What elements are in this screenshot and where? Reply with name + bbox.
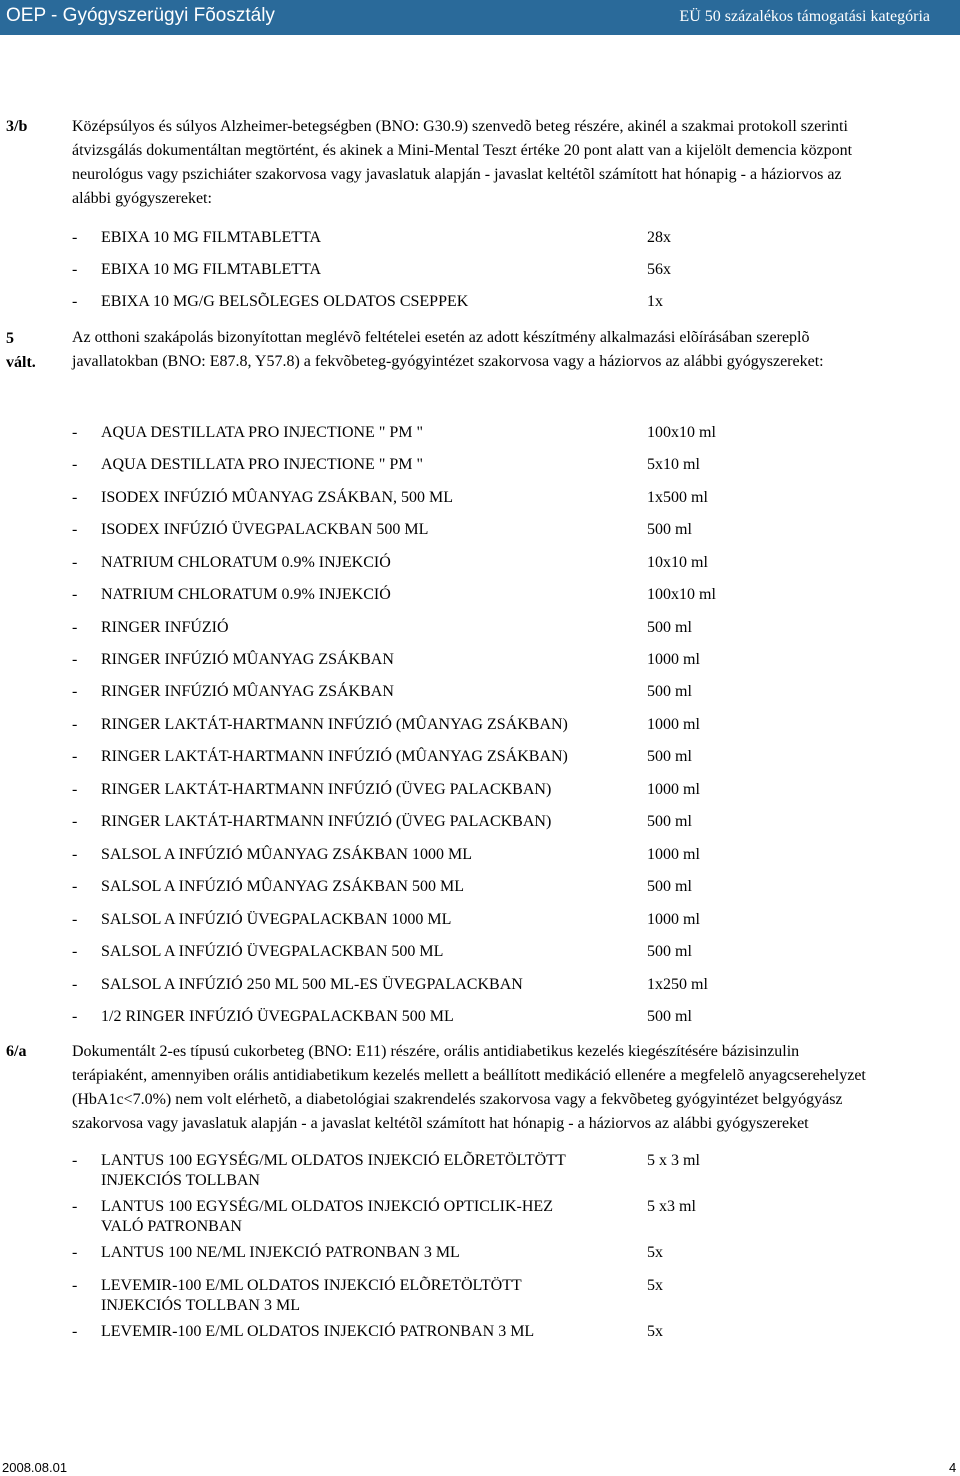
list-dash: - xyxy=(72,456,78,473)
drug-name: SALSOL A INFÚZIÓ ÜVEGPALACKBAN 500 ML xyxy=(101,943,444,960)
list-dash: - xyxy=(72,1152,78,1169)
drug-quantity: 1x500 ml xyxy=(647,489,708,506)
list-dash: - xyxy=(72,976,78,993)
drug-quantity: 1000 ml xyxy=(647,781,700,798)
drug-name: RINGER INFÚZIÓ MÛANYAG ZSÁKBAN xyxy=(101,683,394,700)
paragraph-line: átvizsgálás dokumentáltan megtörtént, és akinek a Mini-Mental Teszt értéke 20 pont alatt van a kijelölt demencia központ xyxy=(72,142,853,159)
drug-name-line2: VALÓ PATRONBAN xyxy=(101,1218,242,1235)
list-dash: - xyxy=(72,1008,78,1025)
section-label-3b: 3/b xyxy=(6,118,28,135)
drug-quantity: 28x xyxy=(647,229,671,246)
drug-name: ISODEX INFÚZIÓ ÜVEGPALACKBAN 500 ML xyxy=(101,521,429,538)
section-6a-paragraph xyxy=(72,1040,960,1136)
list-dash: - xyxy=(72,748,78,765)
drug-name: NATRIUM CHLORATUM 0.9% INJEKCIÓ xyxy=(101,554,391,571)
drug-quantity: 500 ml xyxy=(647,521,692,538)
drug-name: RINGER LAKTÁT-HARTMANN INFÚZIÓ (ÜVEG PALACKBAN) xyxy=(101,781,552,798)
drug-name: LEVEMIR-100 E/ML OLDATOS INJEKCIÓ ELÕRETÖLTÖTT xyxy=(101,1277,522,1294)
paragraph-line: neurológus vagy pszichiáter szakorvosa vagy javaslatuk alapján - javaslat keltétõl számított hat hónapig - a háziorvos az xyxy=(72,166,842,183)
drug-quantity: 500 ml xyxy=(647,619,692,636)
drug-quantity: 1x250 ml xyxy=(647,976,708,993)
paragraph-line: terápiaként, amennyiben orális antidiabetikum kezelés mellett a beállított medikáció ellenére a megfelelõ anyagcserehelyzet xyxy=(72,1067,866,1084)
list-dash: - xyxy=(72,1323,78,1340)
drug-name: RINGER INFÚZIÓ xyxy=(101,619,229,636)
drug-quantity: 5 x 3 ml xyxy=(647,1152,700,1169)
drug-name: AQUA DESTILLATA PRO INJECTIONE " PM " xyxy=(101,424,424,441)
list-dash: - xyxy=(72,911,78,928)
page-header xyxy=(0,0,960,35)
section-3b-paragraph xyxy=(72,115,960,211)
drug-quantity: 5x10 ml xyxy=(647,456,700,473)
drug-quantity: 500 ml xyxy=(647,1008,692,1025)
footer-date: 2008.08.01 xyxy=(2,1460,68,1475)
list-dash: - xyxy=(72,878,78,895)
drug-quantity: 500 ml xyxy=(647,683,692,700)
list-dash: - xyxy=(72,781,78,798)
list-dash: - xyxy=(72,846,78,863)
drug-name: SALSOL A INFÚZIÓ 250 ML 500 ML-ES ÜVEGPALACKBAN xyxy=(101,976,523,993)
drug-name: SALSOL A INFÚZIÓ ÜVEGPALACKBAN 1000 ML xyxy=(101,911,452,928)
drug-name: 1/2 RINGER INFÚZIÓ ÜVEGPALACKBAN 500 ML xyxy=(101,1008,454,1025)
drug-name: SALSOL A INFÚZIÓ MÛANYAG ZSÁKBAN 500 ML xyxy=(101,878,464,895)
list-dash: - xyxy=(72,943,78,960)
drug-quantity: 5x xyxy=(647,1244,663,1261)
drug-name: AQUA DESTILLATA PRO INJECTIONE " PM " xyxy=(101,456,424,473)
list-dash: - xyxy=(72,554,78,571)
drug-quantity: 1000 ml xyxy=(647,911,700,928)
list-dash: - xyxy=(72,261,78,278)
drug-name: ISODEX INFÚZIÓ MÛANYAG ZSÁKBAN, 500 ML xyxy=(101,489,453,506)
list-dash: - xyxy=(72,683,78,700)
drug-quantity: 5x xyxy=(647,1323,663,1340)
section-label-6a: 6/a xyxy=(6,1043,27,1060)
drug-name: SALSOL A INFÚZIÓ MÛANYAG ZSÁKBAN 1000 ML xyxy=(101,846,472,863)
list-dash: - xyxy=(72,1244,78,1261)
section-5-paragraph xyxy=(72,326,960,374)
section-label-valt: vált. xyxy=(6,354,36,371)
paragraph-line: Az otthoni szakápolás bizonyítottan meglévõ feltételei esetén az adott készítmény alkalmazási elõírásában szereplõ xyxy=(72,329,810,346)
list-dash: - xyxy=(72,619,78,636)
drug-name-line2: INJEKCIÓS TOLLBAN xyxy=(101,1172,260,1189)
list-dash: - xyxy=(72,586,78,603)
drug-quantity: 1x xyxy=(647,293,663,310)
list-dash: - xyxy=(72,424,78,441)
list-dash: - xyxy=(72,651,78,668)
drug-quantity: 1000 ml xyxy=(647,651,700,668)
header-category: EÜ 50 százalékos támogatási kategória xyxy=(679,8,930,25)
drug-quantity: 5x xyxy=(647,1277,663,1294)
drug-name-line2: INJEKCIÓS TOLLBAN 3 ML xyxy=(101,1297,300,1314)
paragraph-line: alábbi gyógyszereket: xyxy=(72,190,212,207)
drug-name: EBIXA 10 MG/G BELSÕLEGES OLDATOS CSEPPEK xyxy=(101,293,469,310)
paragraph-line: szakorvosa vagy javaslatuk alapján - a javaslat keltétõl számított hat hónapig - a háziorvos az alábbi gyógyszereket xyxy=(72,1115,809,1132)
drug-name: LEVEMIR-100 E/ML OLDATOS INJEKCIÓ PATRONBAN 3 ML xyxy=(101,1323,535,1340)
drug-name: LANTUS 100 EGYSÉG/ML OLDATOS INJEKCIÓ ELÕRETÖLTÖTT xyxy=(101,1152,566,1169)
drug-name: EBIXA 10 MG FILMTABLETTA xyxy=(101,229,322,246)
drug-name: LANTUS 100 EGYSÉG/ML OLDATOS INJEKCIÓ OPTICLIK-HEZ xyxy=(101,1198,553,1215)
list-dash: - xyxy=(72,813,78,830)
drug-quantity: 5 x3 ml xyxy=(647,1198,696,1215)
drug-quantity: 500 ml xyxy=(647,943,692,960)
header-title: OEP - Gyógyszerügyi Fõosztály xyxy=(6,5,275,26)
paragraph-line: (HbA1c<7.0%) nem volt elérhetõ, a diabetológiai szakrendelés szakorvosa vagy a fekvõbeteg gyógyintézet belgyógyász xyxy=(72,1091,843,1108)
list-dash: - xyxy=(72,229,78,246)
list-dash: - xyxy=(72,521,78,538)
drug-quantity: 56x xyxy=(647,261,671,278)
footer-page-number: 4 xyxy=(949,1460,957,1475)
drug-name: LANTUS 100 NE/ML INJEKCIÓ PATRONBAN 3 ML xyxy=(101,1244,460,1261)
list-dash: - xyxy=(72,716,78,733)
drug-quantity: 500 ml xyxy=(647,878,692,895)
drug-name: EBIXA 10 MG FILMTABLETTA xyxy=(101,261,322,278)
drug-quantity: 100x10 ml xyxy=(647,424,716,441)
list-dash: - xyxy=(72,293,78,310)
list-dash: - xyxy=(72,1277,78,1294)
drug-name: RINGER LAKTÁT-HARTMANN INFÚZIÓ (MÛANYAG ZSÁKBAN) xyxy=(101,748,568,765)
drug-name: RINGER LAKTÁT-HARTMANN INFÚZIÓ (ÜVEG PALACKBAN) xyxy=(101,813,552,830)
drug-name: NATRIUM CHLORATUM 0.9% INJEKCIÓ xyxy=(101,586,391,603)
drug-quantity: 1000 ml xyxy=(647,716,700,733)
list-dash: - xyxy=(72,1198,78,1215)
paragraph-line: javallatokban (BNO: E87.8, Y57.8) a fekvõbeteg-gyógyintézet szakorvosa vagy a háziorvos az alábbi gyógyszereket: xyxy=(72,353,824,370)
drug-quantity: 500 ml xyxy=(647,748,692,765)
drug-quantity: 100x10 ml xyxy=(647,586,716,603)
drug-name: RINGER INFÚZIÓ MÛANYAG ZSÁKBAN xyxy=(101,651,394,668)
section-label-5: 5 xyxy=(6,330,14,347)
paragraph-line: Középsúlyos és súlyos Alzheimer-betegségben (BNO: G30.9) szenvedõ beteg részére, akinél a szakmai protokoll szerinti xyxy=(72,118,848,135)
paragraph-line: Dokumentált 2-es típusú cukorbeteg (BNO: E11) részére, orális antidiabetikus kezelés kiegészítésére bázisinzulin xyxy=(72,1043,800,1060)
drug-quantity: 500 ml xyxy=(647,813,692,830)
drug-quantity: 10x10 ml xyxy=(647,554,708,571)
list-dash: - xyxy=(72,489,78,506)
drug-name: RINGER LAKTÁT-HARTMANN INFÚZIÓ (MÛANYAG ZSÁKBAN) xyxy=(101,716,568,733)
drug-quantity: 1000 ml xyxy=(647,846,700,863)
